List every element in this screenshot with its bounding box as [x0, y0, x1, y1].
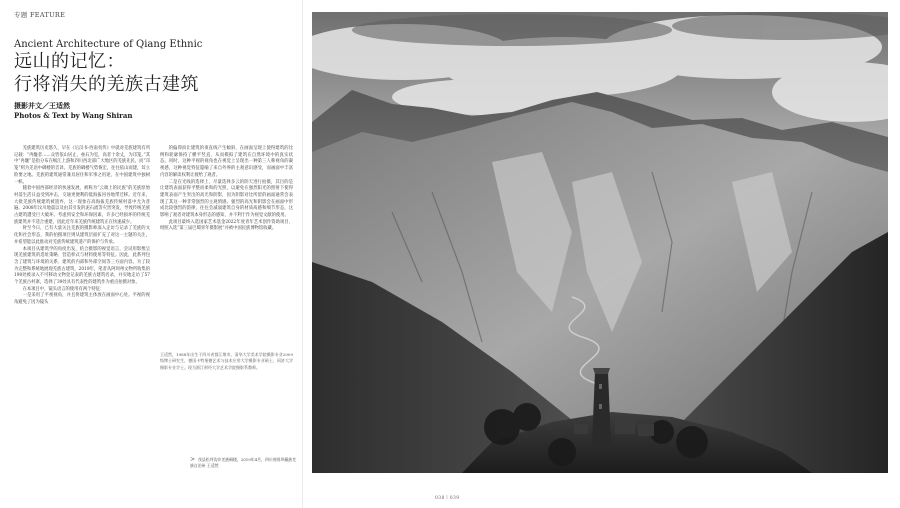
qiang-watchtower	[592, 368, 611, 444]
article-column-2	[160, 146, 293, 233]
section-label: 专题 FEATURE	[14, 11, 66, 19]
article-column-1	[14, 146, 150, 307]
bio-text: 王适然，1988年出生于四川省都江堰市。清华大学美术学院摄影专业2009级博士研究生，德国卡特堡德艺术与技术应用大学摄影专业硕士，同济大学摄影专业学士。现为浙江财经大学艺术学院摄影系教师。	[160, 352, 293, 370]
paragraph: 时至今日，已有大量关注羌族的摄影师深入走访与记录了羌族的文化和社会形态，我的拍摄项目则从建筑层面扩充了对这一主题的关注，并希望能以此推动对羌族传统建筑遗产的保护与传承。	[14, 226, 150, 245]
paragraph: 二是在光线的选择上，尽量选择多云的阴天进行拍摄，其目的是让建筑表面获得平整而柔和的光照，以避免在强烈阳光的照射下使得建筑表面产生突出的高光和阴影，因为阴影对比所留的画面通常会表现了其这一种非常强烈的主观情感。强烈的高光和阴影会在画面中形成比较强烈的韵律，往往会减弱建筑自身的材质质感和细节形态，这影响了观者对建筑本身形态的感知，并不利于作为视觉文献的使用。	[160, 179, 293, 219]
mountain-landscape-image	[312, 12, 888, 473]
title-chinese-line2: 行将消失的羌族古建筑	[14, 74, 199, 95]
paragraph: 羌族建筑历史悠久，早在《后汉书·西南夷传》中就对羌族建筑有所记载：“冉駹者……众皆依山居止，垒石为室，高者十余丈，为邛笼。”其中“冉駹”是指分布在岷江上游和四川西北部广大地区的羌族先民，而“邛笼”则为羌语中碉楼的音译。羌族的碉楼气势恢宏，往往依山而建，耸立险要之地。羌族的建筑通常兼具居住和军事之用途，在中国建筑中独树一帜。	[14, 146, 150, 185]
paragraph: 一是采用了平视视角，并且将建筑主体放在画面中心处。平视的视角避免了因为镜头	[14, 293, 150, 306]
title-english: Ancient Architecture of Qiang Ethnic	[14, 39, 203, 50]
paragraph: 随着中国西部经济的快速发展，被称为“云端上的民族”的羌族原始村落生活日益受到冲击，交通更便利的低海拔河谷地带迁移。近年来，大批羌族传统建筑被遗弃，这一现象在高海拔羌族传统村落中尤为普遍。2008年汶川地震以及由其引发的泥石流等灾害突发，导致传统羌族古建筑遭受巨大破坏。考虑到安全和环保因素，许多已经损坏的传统羌族建筑并不适合重建，因此近年来羌族传统建筑正在快速减少。	[14, 186, 150, 225]
credit-chinese: 摄影并文／王适然	[14, 101, 70, 110]
paragraph: 本项目从建筑学的角度出发，结合摄影的视觉语言，尝试用影像呈现羌族建筑的选址策略、营造样式与材料使用等特征。因此，此系列包含了建筑与环境的关系、建筑的内部和外部空间等三方面内容。为了较为完整和系统地展现羌族古建筑，2019年，笔者从阿坝州文物所收集的190处被录入不可移动文物登记表的羌族古建筑名录，并实地走访了57个羌族古村寨，选择了39处具有代表性的建筑作为重点拍摄对象。	[14, 246, 150, 286]
title-chinese-line1: 远山的记忆：	[14, 51, 125, 72]
photo-caption	[190, 457, 298, 469]
paragraph: 此项目最终入选国家艺术基金2022年度青年艺术创作资助项目，组照入选“第三届巴蜀青年摄影展”并被中国民族博物馆收藏。	[160, 219, 293, 232]
author-bio	[160, 352, 293, 371]
caption-arrow-icon: >	[190, 456, 196, 463]
page-numbers: 038丨039	[435, 496, 460, 501]
credit-english: Photos & Text by Wang Shiran	[14, 111, 133, 120]
landscape-photo	[312, 12, 888, 473]
caption-text: 茂县松坪沟乡羌族碉楼，2019年4月，四川省阿坝藏族羌族自治州 王适然	[190, 457, 296, 468]
page-gutter	[302, 0, 303, 508]
paragraph: 的偏仰而让建筑的垂直线产生倾斜，在画面呈现上使得建筑的比例和轮廓保持了横平竖直，从而模拟了建筑在自然环境中的真实状态。同时，这种平视的视角也在视觉上呈现出一种第三人称视角的凝视感，这种视觉特征隐喻了来自外界的主观意识感受，而画面中丰富内容的解读权利让渡给了观者。	[160, 146, 293, 178]
paragraph: 在本项目中，镜头语言的使用有两个特征：	[22, 286, 105, 292]
